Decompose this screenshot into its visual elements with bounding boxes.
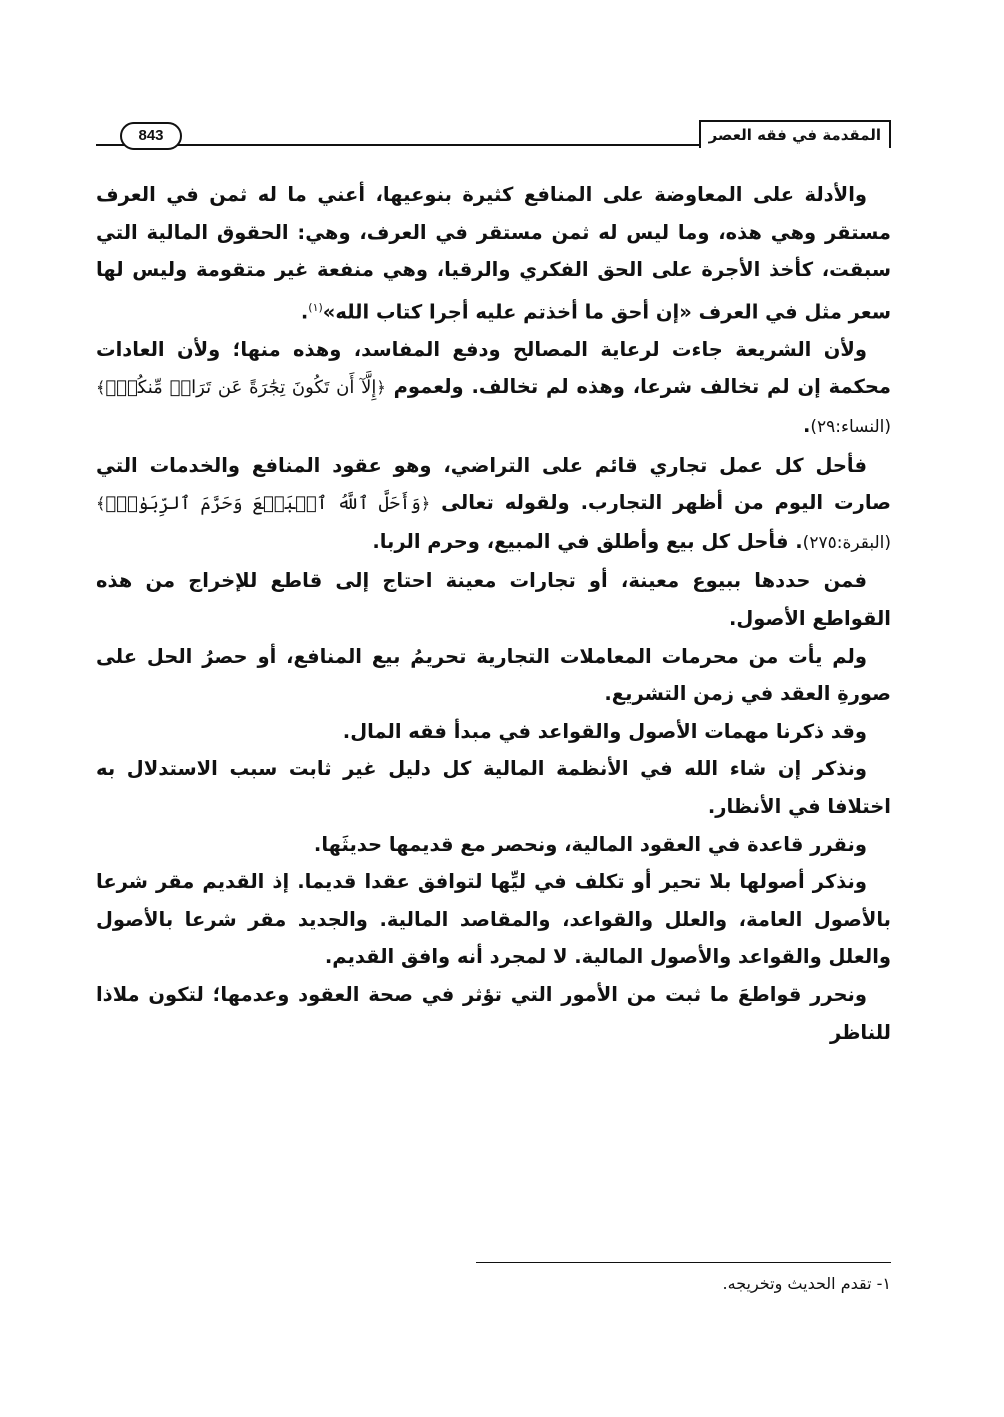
paragraph-1 [96,176,891,331]
paragraph-3 [96,447,891,563]
paragraph-6: وقد ذكرنا مهمات الأصول والقواعد في مبدأ فقه المال. [342,719,867,743]
quran-open-bracket: ﴿ [376,378,386,398]
paragraph-text: والأدلة على المعاوضة على المنافع كثيرة بنوعيها، أعني ما له ثمن في العرف مستقر وهي هذه، وما ليس له ثمن مستقر في العرف، وهي: الحقوق المالية التي سبقت، كأخذ الأجرة على الحق الفكري والرقيا، وهي منفعة غير متقومة وليس لها سعر مثل في العرف «إن أحق ما أخذتم عليه أجرا كتاب الله» [96,183,891,324]
book-title: المقدمة في فقه العصر [699,120,891,148]
paragraph-5: ولم يأت من محرمات المعاملات التجارية تحريمُ بيع المنافع، أو حصرُ الحل على صورةِ العقد في زمن التشريع. [96,644,891,706]
paragraph-4: فمن حددها ببيوع معينة، أو تجارات معينة احتاج إلى قاطع للإخراج من هذه القواطع الأصول. [96,569,891,631]
paragraph-text: ولأن الشريعة جاءت لرعاية المصالح ودفع المفاسد، وهذه منها؛ ولأن العادات محكمة إن لم تخالف شرعا، وهذه لم تخالف. ولعموم [96,337,891,399]
quran-close-bracket: ﴾ [96,494,106,514]
paragraph-7: ونذكر إن شاء الله في الأنظمة المالية كل دليل غير ثابت سبب الاستدلال به اختلافا في الأنظار. [96,757,891,818]
paragraph-tail: . [300,300,309,324]
paragraph-tail: . [802,414,811,438]
quran-open-bracket: ﴿ [420,494,431,514]
page-number: 843 [120,122,182,150]
paragraph-text-continued: . فأحل كل بيع وأطلق في المبيع، وحرم الربا. [372,529,803,553]
footnote-marker[interactable]: (١) [308,300,323,314]
verse-reference: (البقرة:٢٧٥) [802,532,891,553]
quran-verse: إِلَّآ أَن تَكُونَ تِجَٰرَةً عَن تَرَاضٖ مِّنكُمۡۚ [105,377,377,399]
paragraph-10: ونحرر قواطعَ ما ثبت من الأمور التي تؤثر في صحة العقود وعدمها؛ لتكون ملاذا للناظر [96,982,891,1044]
paragraph-9: ونذكر أصولها بلا تحير أو تكلف في ليِّها لتوافق عقدا قديما. إذ القديم مقر شرعا بالأصول العامة، والعلل والقواعد، والمقاصد المالية. والجديد مقر شرعا بالأصول والعلل والقواعد والأصول المالية. لا لمجرد أنه وافق القديم. [96,870,891,969]
body-text [96,176,891,1051]
paragraph-8: ونقرر قاعدة في العقود المالية، ونحصر مع قديمها حديثَها. [313,832,867,856]
paragraph-2 [96,331,891,447]
footnote-1: ١- تقدم الحديث وتخريجه. [722,1274,891,1293]
footnote-separator [476,1262,891,1263]
verse-reference: (النساء:٢٩) [810,417,891,438]
quran-close-bracket: ﴾ [96,378,106,398]
running-header [96,114,891,154]
paragraph-text: فأحل كل عمل تجاري قائم على التراضي، وهو عقود المنافع والخدمات التي صارت اليوم من أظهر التجارب. ولقوله تعالى [96,453,892,515]
quran-verse: وَأَحَلَّ ٱللَّهُ ٱلۡبَيۡعَ وَحَرَّمَ ٱلرِّبَوٰاْۚ [105,493,421,515]
